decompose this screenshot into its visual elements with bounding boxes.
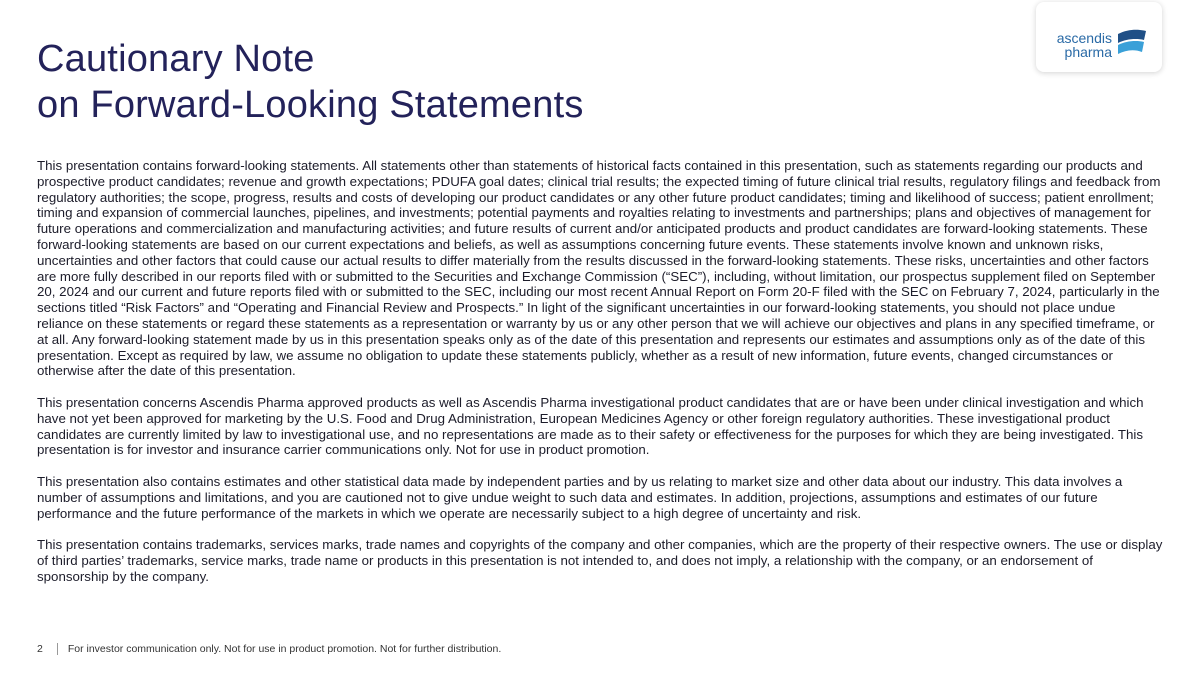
page-number: 2 [37,643,43,655]
disclaimer-body [37,158,1165,600]
disclaimer-paragraph: This presentation also contains estimates and other statistical data made by independent parties and by us relating to market size and other data about our industry. This data involves a number of assumptions and limitations, and you are cautioned not to give undue weight to such data and estimates. In addition, projections, assumptions and estimates of our future performance and the future performance of the markets in which we operate are necessarily subject to a high degree of uncertainty and risk. [37,473,1123,521]
title-line-2: on Forward-Looking Statements [37,84,584,126]
company-logo [1036,2,1162,72]
title-line-1: Cautionary Note [37,38,315,80]
footer-divider [57,643,58,655]
logo-wordmark [1057,31,1112,59]
footer-note: For investor communication only. Not for use in product promotion. Not for further distribution. [67,643,502,655]
logo-swoosh-icon [1114,28,1148,58]
page-footer [37,643,501,655]
logo-line-1: ascendis [1056,30,1112,46]
disclaimer-paragraph: This presentation contains trademarks, services marks, trade names and copyrights of the company and other companies, which are the property of their respective owners. The use or display of third parties’ trademarks, service marks, trade name or products in this presentation is not intended to, and does not imply, a relationship with the company, or an endorsement of sponsorship by the company. [37,537,1163,584]
page-title [37,36,584,128]
disclaimer-paragraph: This presentation contains forward-looking statements. All statements other than statements of historical facts contained in this presentation, such as statements regarding our products and prospective product candidates; revenue and growth expectations; PDUFA goal dates; clinical trial results; the expected timing of future clinical trial results, regulatory filings and feedback from regulatory authorities; the scope, progress, results and costs of developing our product candidates or any other future product candidates; timing and likelihood of success; patient enrollment; timing and expansion of commercial launches, pipelines, and investments; potential payments and royalties relating to investments and partnerships; plans and objectives of management for future operations and commercialization and manufacturing activities; and future results of current and/or anticipated products and product candidates are forward-looking statements. These forward-looking statements are based on our current expectations and beliefs, as well as assumptions concerning future events. These statements involve known and unknown risks, uncertainties and other factors that could cause our actual results to differ materially from the results discussed in the forward-looking statements. These risks, uncertainties and other factors are more fully described in our reports filed with or submitted to the Securities and Exchange Commission (“SEC”), including, without limitation, our prospectus supplement filed on September 20, 2024 and our current and future reports filed with or submitted to the SEC, including our most recent Annual Report on Form 20-F filed with the SEC on February 7, 2024, particularly in the sections titled “Risk Factors” and “Operating and Financial Review and Prospects.” In light of the significant uncertainties in our forward-looking statements, you should not place undue reliance on these statements or regard these statements as a representation or warranty by us or any other person that we will achieve our objectives and plans in any specified timeframe, or at all. Any forward-looking statement made by us in this presentation speaks only as of the date of this presentation and represents our estimates and assumptions only as of the date of this presentation. Except as required by law, we assume no obligation to update these statements publicly, whether as a result of new information, future events, changed circumstances or otherwise after the date of this presentation. [37,158,1161,379]
logo-line-2: pharma [1064,44,1112,60]
disclaimer-paragraph: This presentation concerns Ascendis Pharma approved products as well as Ascendis Pharma investigational product candidates that are or have been under clinical investigation and which have not yet been approved for marketing by the U.S. Food and Drug Administration, European Medicines Agency or other foreign regulatory authorities. These investigational product candidates are currently limited by law to investigational use, and no representations are made as to their safety or effectiveness for the purposes for which they are being investigated. This presentation is for investor and insurance carrier communications only. Not for use in product promotion. [37,394,1144,458]
